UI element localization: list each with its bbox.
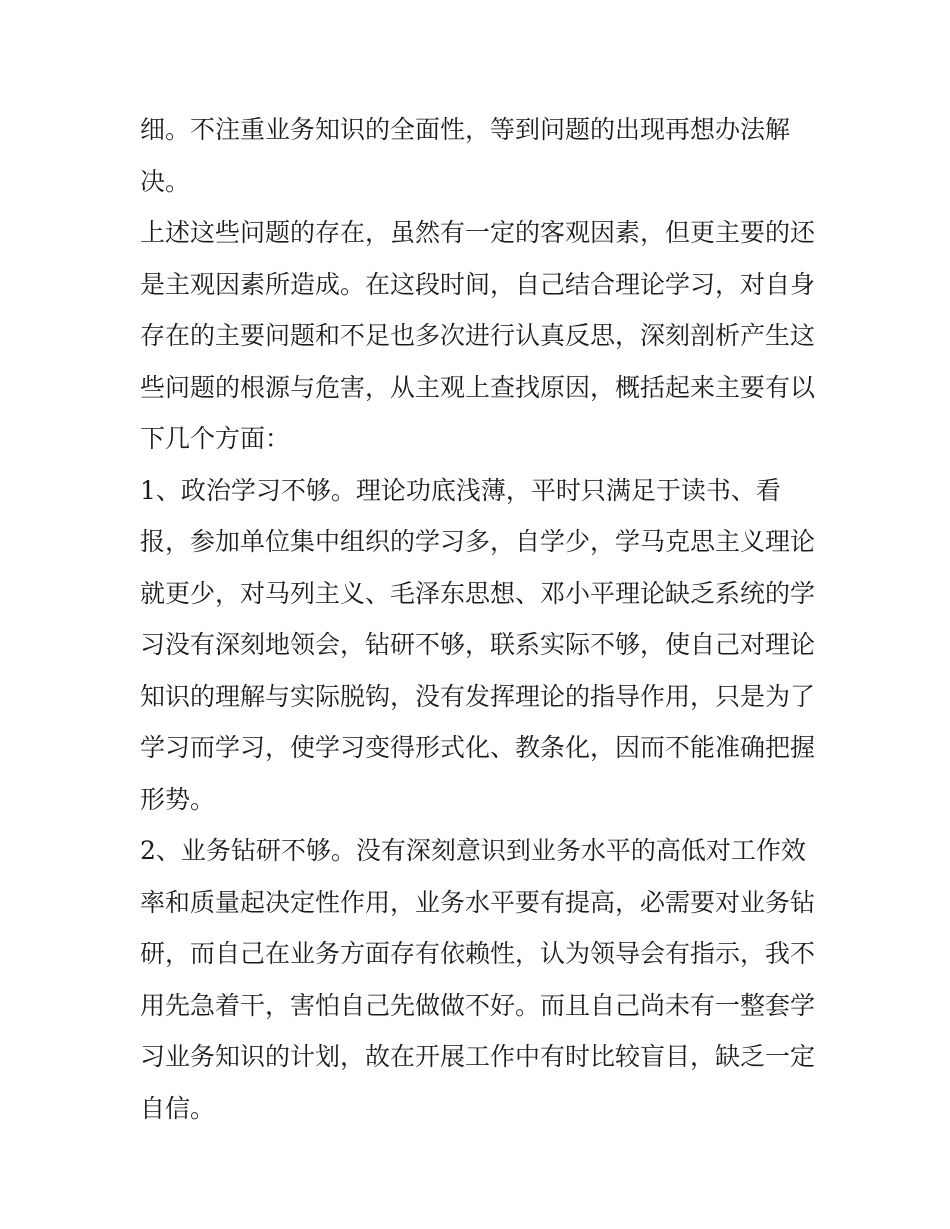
text-line: 1、政治学习不够。理论功底浅薄，平时只满足于读书、看 bbox=[140, 475, 781, 505]
text-line: 决。 bbox=[140, 166, 191, 196]
text-line: 学习而学习，使学习变得形式化、教条化，因而不能准确把握 bbox=[140, 733, 816, 762]
paragraph-point-2 bbox=[140, 825, 820, 1134]
text-line: 报，参加单位集中组织的学习多，自学少，学马克思主义理论 bbox=[140, 527, 816, 556]
text-line: 知识的理解与实际脱钩，没有发挥理论的指导作用，只是为了 bbox=[140, 681, 816, 711]
paragraph-point-1 bbox=[140, 465, 820, 826]
text-line: 下几个方面： bbox=[140, 424, 291, 453]
paragraph-continuation bbox=[140, 104, 820, 207]
text-line: 细。不注重业务知识的全面性，等到问题的出现再想办法解 bbox=[140, 115, 791, 144]
text-line: 研，而自己在业务方面存有依赖性，认为领导会有指示，我不 bbox=[140, 939, 816, 968]
text-line: 存在的主要问题和不足也多次进行认真反思，深刻剖析产生这 bbox=[140, 321, 816, 350]
text-line: 形势。 bbox=[140, 784, 216, 814]
text-line: 2、业务钻研不够。没有深刻意识到业务水平的高低对工作效 bbox=[140, 836, 806, 865]
text-line: 自信。 bbox=[140, 1093, 216, 1123]
text-line: 上述这些问题的存在，虽然有一定的客观因素，但更主要的还 bbox=[140, 218, 816, 247]
text-line: 就更少，对马列主义、毛泽东思想、邓小平理论缺乏系统的学 bbox=[140, 578, 816, 608]
text-line: 用先急着干，害怕自己先做做不好。而且自己尚未有一整套学 bbox=[140, 990, 816, 1020]
document-body bbox=[140, 104, 820, 1134]
text-line: 习业务知识的计划，故在开展工作中有时比较盲目，缺乏一定 bbox=[140, 1042, 816, 1071]
paragraph-analysis-intro bbox=[140, 207, 820, 465]
text-line: 率和质量起决定性作用，业务水平要有提高，必需要对业务钻 bbox=[140, 887, 816, 917]
text-line: 是主观因素所造成。在这段时间，自己结合理论学习，对自身 bbox=[140, 269, 816, 299]
text-line: 习没有深刻地领会，钻研不够，联系实际不够，使自己对理论 bbox=[140, 630, 816, 659]
text-line: 些问题的根源与危害，从主观上查找原因，概括起来主要有以 bbox=[140, 372, 816, 402]
